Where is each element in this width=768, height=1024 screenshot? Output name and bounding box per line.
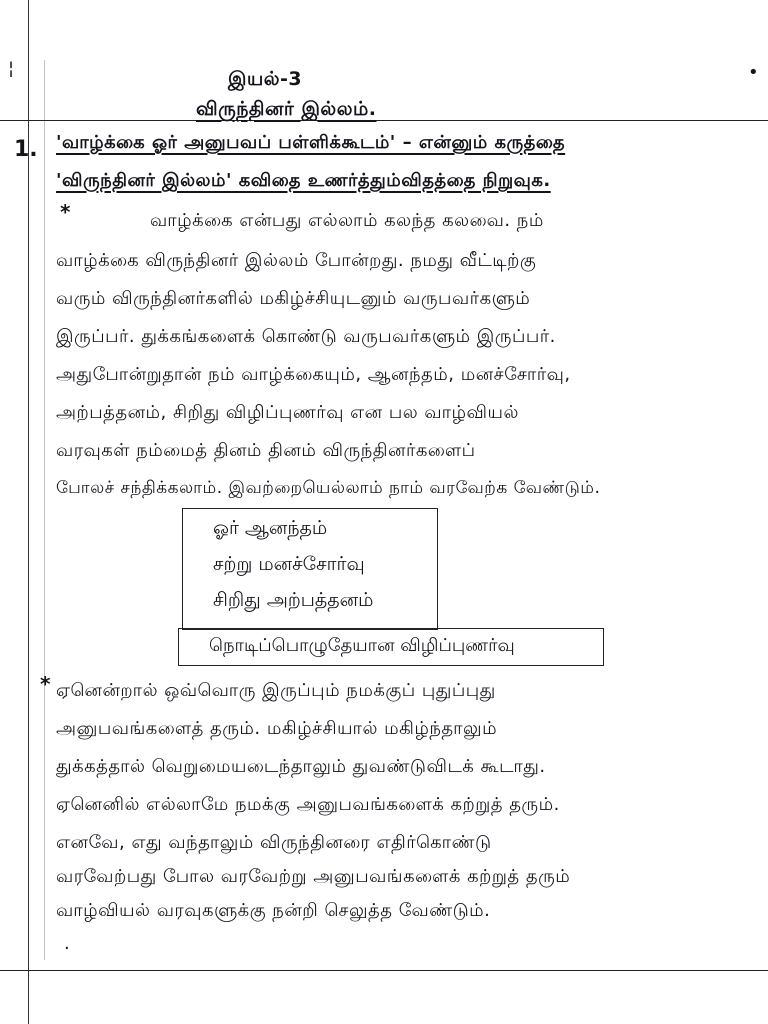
bullet-star-icon: * (40, 672, 51, 696)
para2-line-4: ஏனெனில் எல்லாமே நமக்கு அனுபவங்களைக் கற்றுத் தரும். (56, 794, 560, 815)
margin-mark: ¦ (8, 58, 15, 79)
footer-rule (0, 970, 768, 971)
para1-line-3: வரும் விருந்தினர்களில் மகிழ்ச்சியுடனும் வருபவர்களும் (56, 288, 531, 309)
para1-line-8: போலச் சந்திக்கலாம். இவற்றையெல்லாம் நாம் வரவேற்க வேண்டும். (56, 478, 601, 498)
question-number: 1. (14, 137, 38, 162)
box-item-3: சிறிது அற்பத்தனம் (213, 589, 374, 611)
box-item-1: ஓர் ஆனந்தம் (213, 517, 328, 539)
para1-line-4: இருப்பர். துக்கங்களைக் கொண்டு வருபவர்களும் இருப்பர். (56, 326, 556, 347)
para2-line-3: துக்கத்தால் வெறுமையடைந்தாலும் துவண்டுவிடக் கூடாது. (56, 756, 546, 777)
para1-line-2: வாழ்க்கை விருந்தினர் இல்லம் போன்றது. நமது வீட்டிற்கு (56, 250, 537, 271)
para2-line-1: ஏனென்றால் ஒவ்வொரு இருப்பும் நமக்குப் புதுப்புது (56, 680, 496, 701)
para1-line-7: வரவுகள் நம்மைத் தினம் தினம் விருந்தினர்களைப் (56, 440, 476, 461)
box-sub-text: நொடிப்பொழுதேயான விழிப்புணர்வு (209, 635, 515, 656)
para1-line-1: வாழ்க்கை என்பது எல்லாம் கலந்த கலவை. நம் (150, 210, 544, 231)
para2-line-2: அனுபவங்களைத் தரும். மகிழ்ச்சியால் மகிழ்ந்தாலும் (56, 718, 498, 739)
unit-label: இயல்-3 (228, 68, 303, 90)
header-rule (0, 120, 768, 121)
stray-mark: · (64, 938, 70, 959)
faint-margin-line (44, 60, 45, 960)
corner-mark: • (748, 62, 759, 83)
para1-line-6: அற்பத்தனம், சிறிது விழிப்புணர்வு என பல வாழ்வியல் (56, 402, 519, 423)
box-item-2: சற்று மனச்சோர்வு (213, 553, 365, 575)
lesson-title: விருந்தினர் இல்லம். (196, 98, 377, 120)
para2-line-5: எனவே, எது வந்தாலும் விருந்தினரை எதிர்கொண்டு (56, 832, 492, 853)
question-line-1: 'வாழ்க்கை ஓர் அனுபவப் பள்ளிக்கூடம்' – என்னும் கருத்தை (56, 132, 566, 153)
para2-line-6: வரவேற்பது போல வரவேற்று அனுபவங்களைக் கற்றுத் தரும் (56, 866, 571, 887)
question-line-2: 'விருந்தினர் இல்லம்' கவிதை உணர்த்தும்விதத்தை நிறுவுக. (56, 170, 551, 191)
bullet-star-icon: * (60, 200, 71, 224)
summary-box (182, 508, 438, 630)
para1-line-5: அதுபோன்றுதான் நம் வாழ்க்கையும், ஆனந்தம், மனச்சோர்வு, (56, 364, 571, 385)
para2-line-7: வாழ்வியல் வரவுகளுக்கு நன்றி செலுத்த வேண்டும். (56, 900, 491, 921)
summary-sub-box (178, 628, 604, 666)
